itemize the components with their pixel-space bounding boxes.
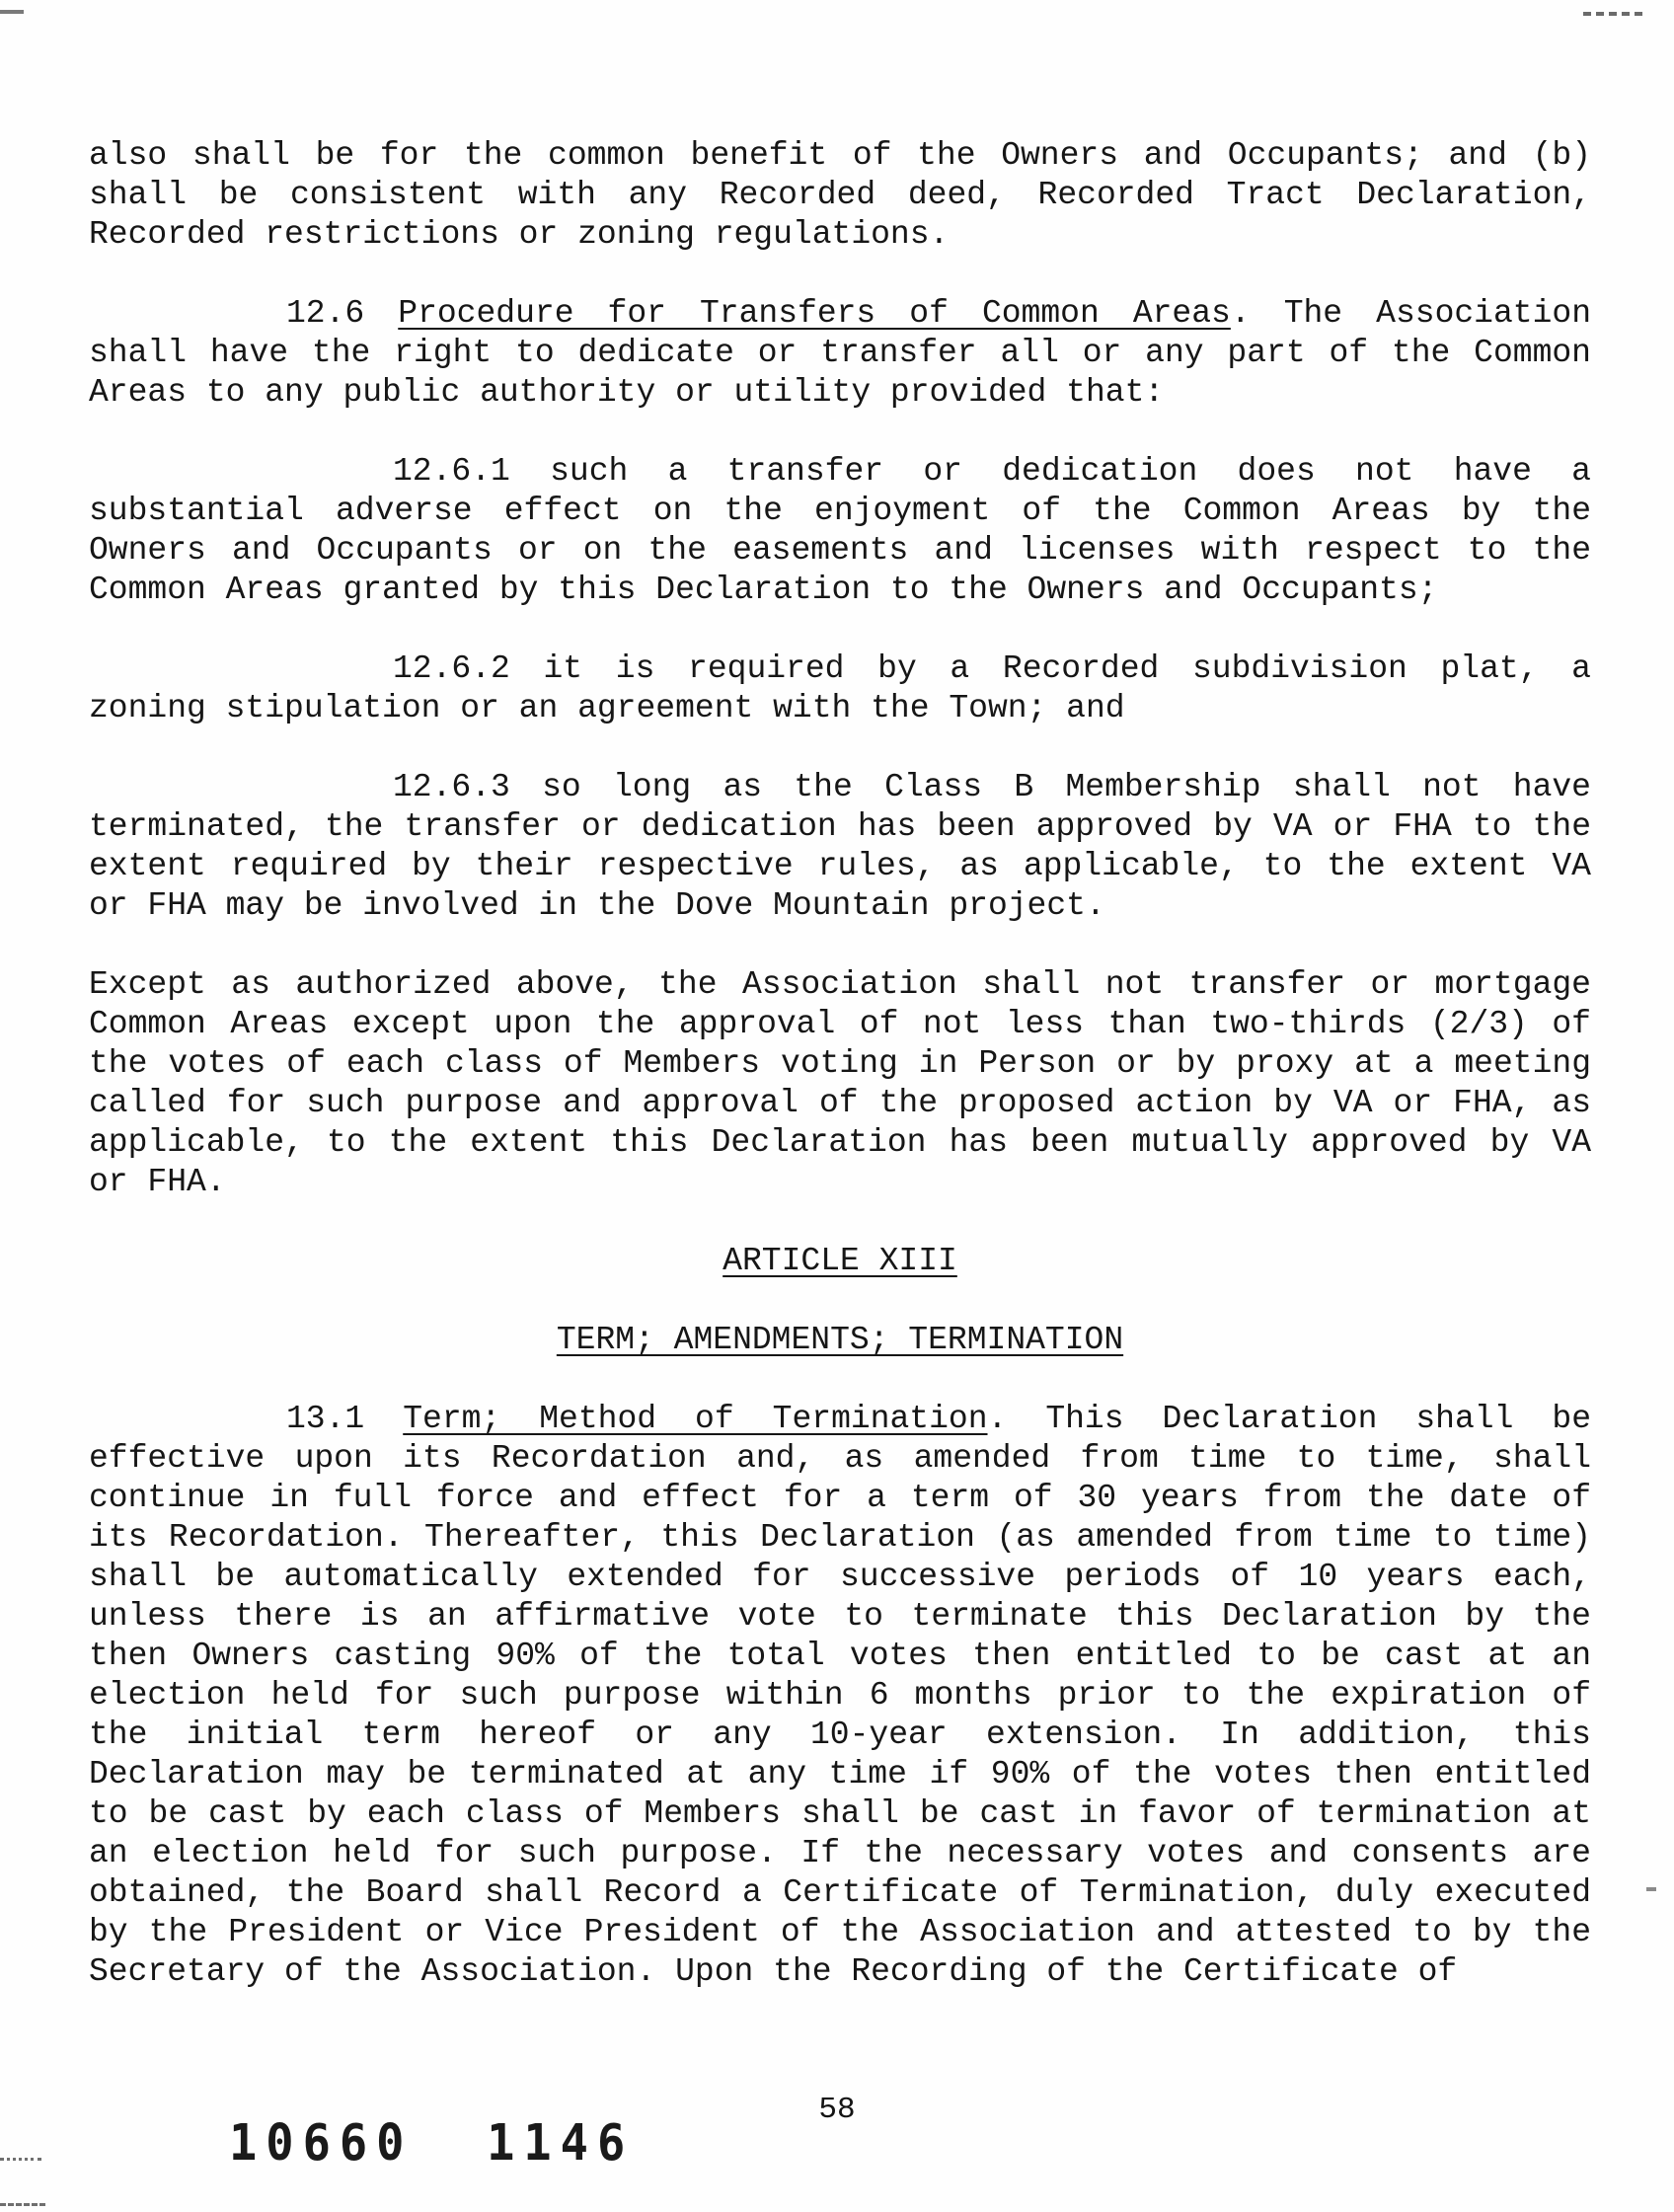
section-12-6-3: 12.6.3 so long as the Class B Membership shall not have terminated, the transfer or dedication has been approved by VA or FHA to the extent required by their respective rules, as applicable, to the extent VA or FHA may be involved in the Dove Mountain project. bbox=[89, 769, 1591, 924]
document-content bbox=[89, 136, 1591, 2031]
scan-artifact-top-left bbox=[0, 10, 24, 14]
article-heading-text: ARTICLE XIII bbox=[723, 1243, 957, 1279]
page-number: 58 bbox=[818, 2093, 856, 2127]
section-13-1-number: 13.1 bbox=[286, 1401, 404, 1437]
paragraph-except: Except as authorized above, the Association shall not transfer or mortgage Common Areas except upon the approval of not less than two-thirds (2/3) of the votes of each class of Members voting in Person or by proxy at a meeting called for such purpose and approval of the proposed action by VA or FHA, as applicable, to the extent this Declaration has been mutually approved by VA or FHA. bbox=[89, 966, 1591, 1200]
article-heading bbox=[89, 1242, 1591, 1281]
section-13-1-title: Term; Method of Termination bbox=[403, 1401, 988, 1437]
recorder-stamp: 10660 1146 bbox=[229, 2113, 635, 2174]
scan-artifact-bottom-left bbox=[0, 2158, 41, 2161]
section-12-6-title: Procedure for Transfers of Common Areas bbox=[398, 295, 1231, 332]
section-13-1-body: . This Declaration shall be effective upon its Recordation and, as amended from time to time, shall continue in full force and effect for a term of 30 years from the date of its Recordation. Thereafter, this Declaration (as amended from time to time) shall be automatically extended for successive periods of 10 years each, unless there is an affirmative vote to terminate this Declaration by the then Owners casting 90% of the total votes then entitled to be cast at an election held for such purpose within 6 months prior to the expiration of the initial term hereof or any 10-year extension. In addition, this Declaration may be terminated at any time if 90% of the votes then entitled to be cast by each class of Members shall be cast in favor of termination at an election held for such purpose. If the necessary votes and consents are obtained, the Board shall Record a Certificate of Termination, duly executed by the President or Vice President of the Association and attested to by the Secretary of the Association. Upon the Recording of the Certificate of bbox=[89, 1401, 1591, 1990]
paragraph-intro-continuation: also shall be for the common benefit of the Owners and Occupants; and (b) shall be consistent with any Recorded deed, Recorded Tract Declaration, Recorded restrictions or zoning regulations. bbox=[89, 137, 1591, 253]
section-12-6-2: 12.6.2 it is required by a Recorded subdivision plat, a zoning stipulation or an agreement with the Town; and bbox=[89, 650, 1591, 726]
scan-artifact-right-middle bbox=[1646, 1887, 1656, 1891]
article-subheading-text: TERM; AMENDMENTS; TERMINATION bbox=[556, 1322, 1124, 1358]
scan-artifact-bottom-corner bbox=[0, 2203, 45, 2206]
section-13-1 bbox=[89, 1400, 1591, 1992]
section-12-6-1: 12.6.1 such a transfer or dedication does not have a substantial adverse effect on the enjoyment of the Common Areas by the Owners and Occupants or on the easements and licenses with respect to the Common Areas granted by this Declaration to the Owners and Occupants; bbox=[89, 453, 1591, 608]
section-12-6-body: . The Association shall have the right to dedicate or transfer all or any part of the Common Areas to any public authority or utility provided that: bbox=[89, 295, 1591, 411]
article-subheading bbox=[89, 1321, 1591, 1360]
section-12-6 bbox=[89, 294, 1591, 413]
scan-artifact-top-right bbox=[1583, 12, 1642, 16]
section-12-6-number: 12.6 bbox=[286, 295, 399, 332]
